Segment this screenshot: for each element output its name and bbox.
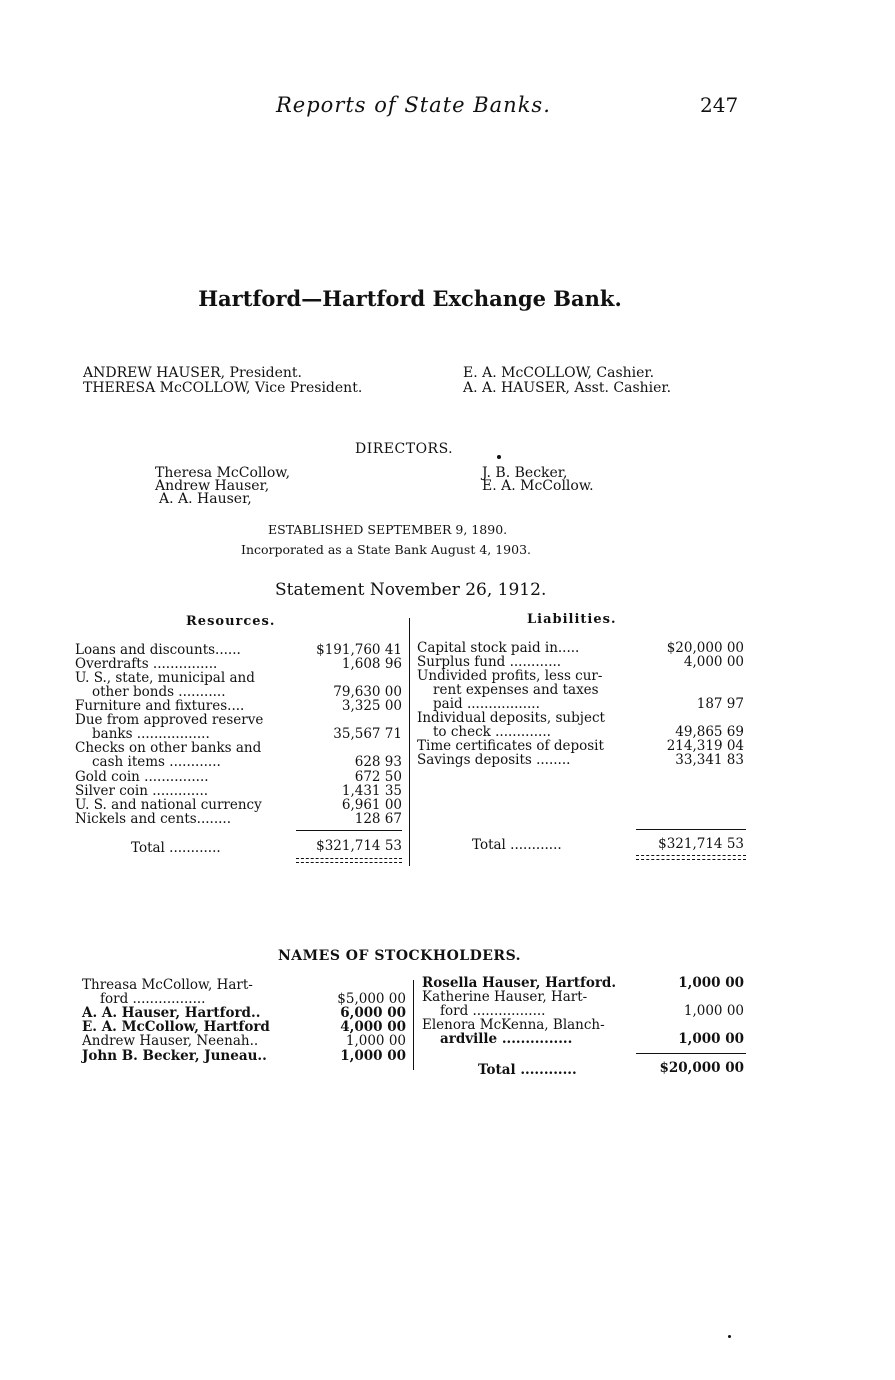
directors-left: [155, 467, 290, 506]
stockholder-amount: 4,000 00: [340, 1019, 406, 1035]
stockholder-name: ford .................: [100, 991, 206, 1007]
stockholder-name: ardville ...............: [440, 1031, 573, 1047]
stockholder-name: E. A. McCollow, Hartford: [82, 1019, 270, 1035]
resource-amount: 128 67: [354, 811, 402, 827]
stockholder-name: John B. Becker, Juneau..: [82, 1048, 267, 1064]
officer-vice-president: THERESA McCOLLOW, Vice President.: [83, 380, 363, 396]
directors-heading: DIRECTORS.: [355, 441, 454, 457]
column-divider: [409, 618, 410, 866]
director-name: Andrew Hauser,: [155, 478, 270, 494]
officer-asst-cashier: A. A. HAUSER, Asst. Cashier.: [463, 380, 672, 396]
resource-amount: 35,567 71: [333, 726, 402, 742]
stockholder-amount: 1,000 00: [345, 1033, 406, 1049]
liability-label: rent expenses and taxes: [433, 682, 599, 698]
resource-label: U. S. and national currency: [75, 797, 262, 813]
resources-total-label: Total ............: [131, 840, 221, 856]
liability-label: Surplus fund ............: [417, 654, 562, 670]
liability-amount: 187 97: [696, 696, 744, 712]
resource-label: other bonds ...........: [92, 684, 226, 700]
stockholders-divider: [413, 980, 414, 1070]
liability-amount: $20,000 00: [666, 640, 744, 656]
bank-title: Hartford—Hartford Exchange Bank.: [198, 286, 622, 311]
resources-total-amount: $321,714 53: [316, 838, 402, 854]
resource-label: banks .................: [92, 726, 210, 742]
resource-label: Silver coin .............: [75, 783, 209, 799]
liability-amount: 49,865 69: [675, 724, 744, 740]
director-name: E. A. McCollow.: [482, 478, 594, 494]
stockholder-amount: 1,000 00: [683, 1003, 744, 1019]
resources-heading: Resources.: [186, 614, 276, 629]
resource-label: Checks on other banks and: [75, 740, 262, 756]
liability-amount: 214,319 04: [666, 738, 744, 754]
resources-total-rule: [296, 830, 402, 831]
officer-cashier: E. A. McCOLLOW, Cashier.: [463, 365, 655, 381]
stockholder-amount: 1,000 00: [340, 1048, 406, 1064]
stockholder-name: Threasa McCollow, Hart-: [82, 977, 253, 993]
liabilities-total-rule: [636, 829, 746, 830]
resource-amount: $191,760 41: [316, 642, 402, 658]
officers-right: [463, 366, 671, 396]
stockholder-amount: 6,000 00: [340, 1005, 406, 1021]
resource-amount: 628 93: [354, 754, 402, 770]
resource-label: cash items ............: [92, 754, 221, 770]
ink-dot: [497, 455, 501, 459]
liabilities-heading: Liabilities.: [527, 612, 617, 627]
liability-label: Individual deposits, subject: [417, 710, 605, 726]
resource-amount: 6,961 00: [341, 797, 402, 813]
resources-double-rule: [296, 858, 402, 863]
stockholder-amount: $5,000 00: [337, 991, 406, 1007]
stockholder-amount: 1,000 00: [678, 975, 744, 991]
officers-left: [83, 366, 362, 396]
resource-label: Nickels and cents........: [75, 811, 232, 827]
liability-amount: 33,341 83: [675, 752, 744, 768]
liability-label: Capital stock paid in.....: [417, 640, 580, 656]
liability-label: Time certificates of deposit: [417, 738, 604, 754]
liabilities-total-amount: $321,714 53: [658, 836, 744, 852]
stockholders-heading: NAMES OF STOCKHOLDERS.: [278, 948, 522, 964]
resource-amount: 1,431 35: [341, 783, 402, 799]
director-name: A. A. Hauser,: [159, 491, 252, 507]
liability-label: Undivided profits, less cur-: [417, 668, 603, 684]
directors-right: [482, 467, 594, 493]
running-title: Reports of State Banks.: [276, 93, 551, 117]
resource-amount: 1,608 96: [341, 656, 402, 672]
stockholders-total-amount: $20,000 00: [659, 1060, 744, 1076]
stockholder-name: A. A. Hauser, Hartford..: [82, 1005, 261, 1021]
statement-title: Statement November 26, 1912.: [275, 580, 547, 600]
stockholder-name: ford .................: [440, 1003, 546, 1019]
established-line: ESTABLISHED SEPTEMBER 9, 1890.: [268, 522, 508, 537]
resource-label: Furniture and fixtures....: [75, 698, 245, 714]
resource-label: Gold coin ...............: [75, 769, 209, 785]
resource-label: Due from approved reserve: [75, 712, 264, 728]
stockholder-name: Rosella Hauser, Hartford.: [422, 975, 617, 991]
stockholder-amount: 1,000 00: [678, 1031, 744, 1047]
incorporated-line: Incorporated as a State Bank August 4, 1903.: [241, 542, 532, 557]
stockholders-total-label: Total ............: [478, 1062, 577, 1078]
resource-label: Loans and discounts......: [75, 642, 241, 658]
liability-label: to check .............: [433, 724, 551, 740]
stockholder-name: Andrew Hauser, Neenah..: [82, 1033, 259, 1049]
ink-dot: [728, 1335, 731, 1338]
liability-label: paid .................: [433, 696, 540, 712]
resource-amount: 79,630 00: [333, 684, 402, 700]
stockholder-name: Elenora McKenna, Blanch-: [422, 1017, 605, 1033]
liabilities-total-label: Total ............: [472, 837, 562, 853]
resource-amount: 672 50: [354, 769, 402, 785]
resource-label: Overdrafts ...............: [75, 656, 218, 672]
liability-label: Savings deposits ........: [417, 752, 571, 768]
liabilities-double-rule: [636, 855, 746, 860]
director-name: J. B. Becker,: [482, 465, 568, 481]
page-number: 247: [700, 93, 739, 117]
stockholder-name: Katherine Hauser, Hart-: [422, 989, 588, 1005]
officer-president: ANDREW HAUSER, President.: [83, 365, 302, 381]
stockholders-total-rule: [636, 1053, 746, 1054]
resource-amount: 3,325 00: [341, 698, 402, 714]
director-name: Theresa McCollow,: [155, 465, 291, 481]
resource-label: U. S., state, municipal and: [75, 670, 255, 686]
liability-amount: 4,000 00: [683, 654, 744, 670]
